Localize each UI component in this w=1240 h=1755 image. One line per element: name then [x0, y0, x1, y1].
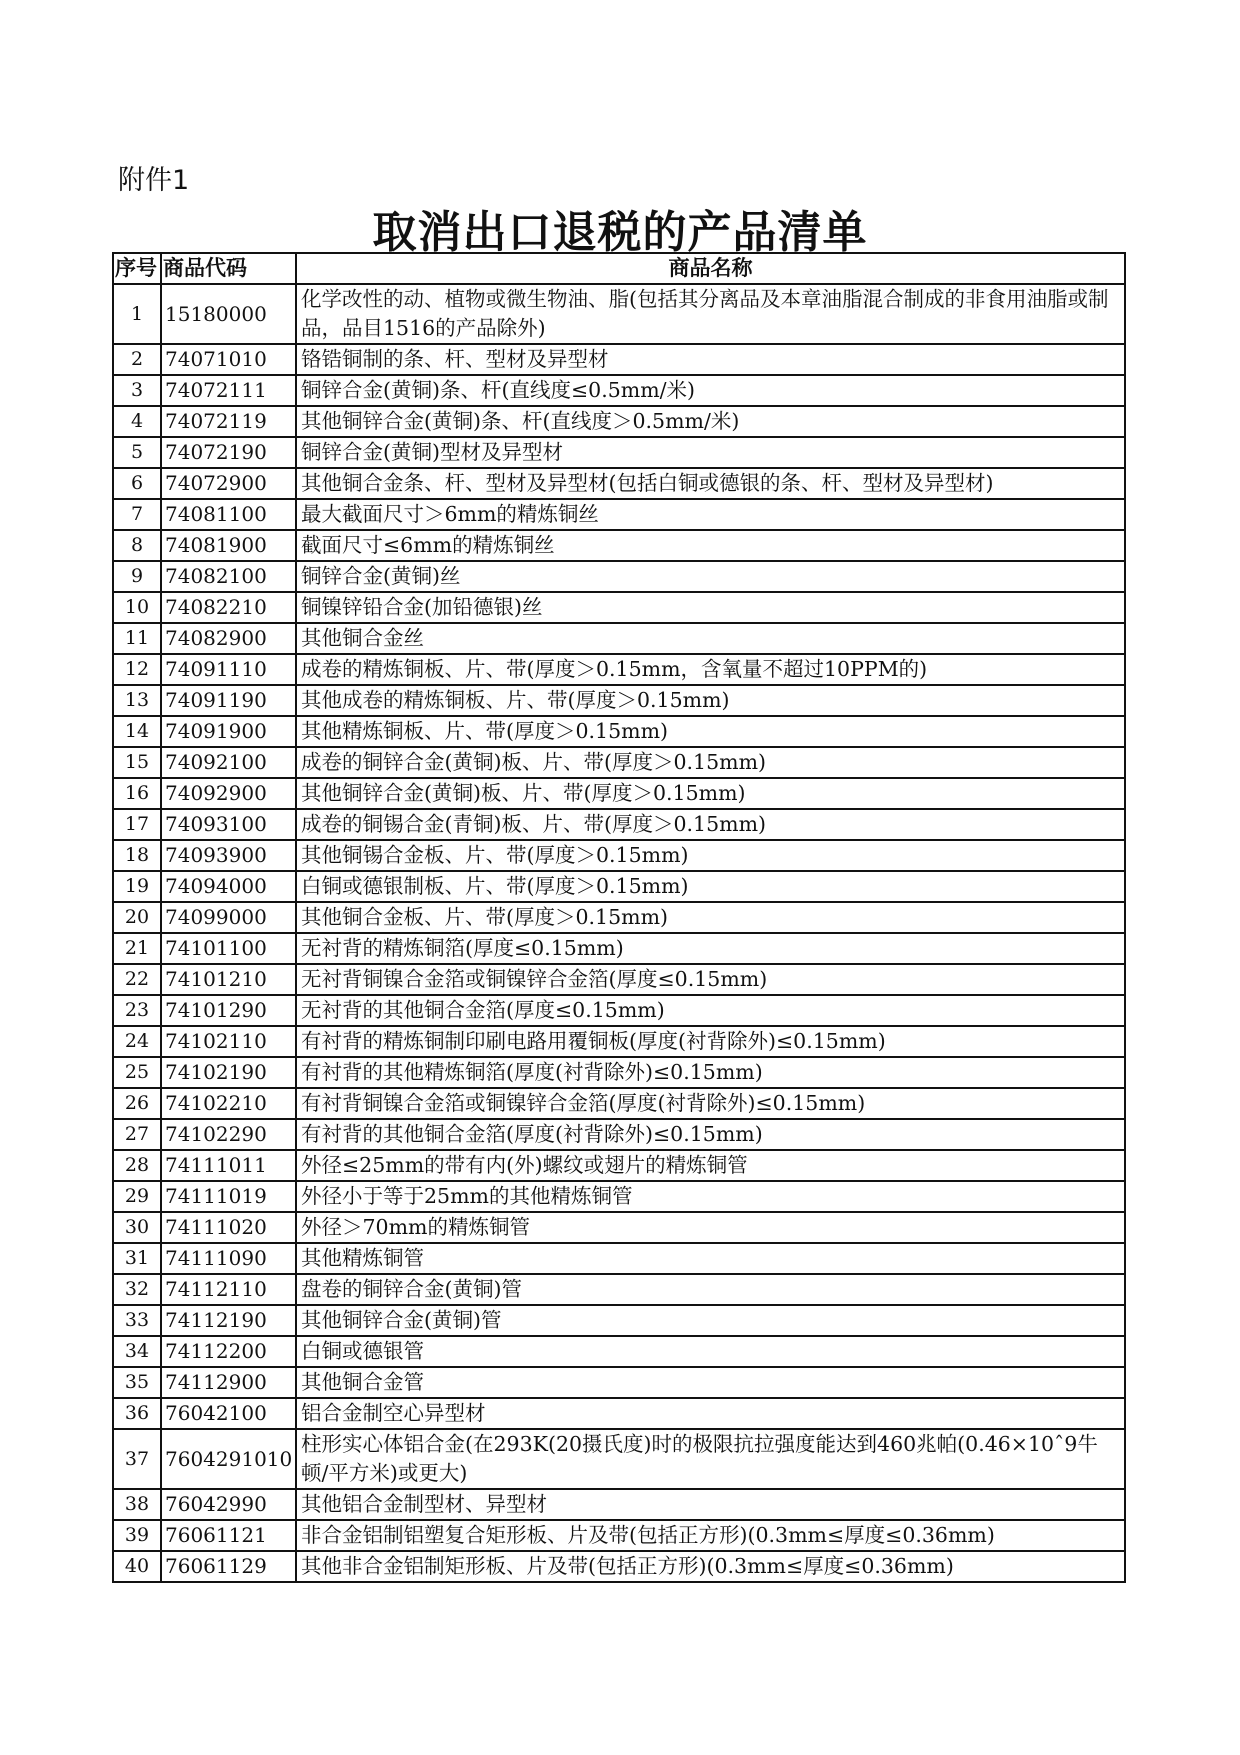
row-seq: 5 [113, 437, 161, 468]
row-name: 其他铜合金管 [296, 1367, 1125, 1398]
row-seq: 36 [113, 1398, 161, 1429]
row-seq: 38 [113, 1489, 161, 1520]
table-row [113, 530, 1125, 561]
row-name: 其他铜锡合金板、片、带(厚度＞0.15mm) [296, 840, 1125, 871]
row-code: 74111019 [161, 1181, 296, 1212]
row-name: 铜锌合金(黄铜)型材及异型材 [296, 437, 1125, 468]
table-header-row [113, 253, 1125, 284]
table-row [113, 1057, 1125, 1088]
row-code: 74111090 [161, 1243, 296, 1274]
row-seq: 2 [113, 344, 161, 375]
row-name: 成卷的精炼铜板、片、带(厚度＞0.15mm，含氧量不超过10PPM的) [296, 654, 1125, 685]
row-code: 76042990 [161, 1489, 296, 1520]
row-name: 铝合金制空心异型材 [296, 1398, 1125, 1429]
row-seq: 23 [113, 995, 161, 1026]
table-row [113, 871, 1125, 902]
header-code: 商品代码 [161, 253, 296, 284]
row-seq: 11 [113, 623, 161, 654]
row-name: 成卷的铜锡合金(青铜)板、片、带(厚度＞0.15mm) [296, 809, 1125, 840]
table-row [113, 654, 1125, 685]
row-name: 柱形实心体铝合金(在293K(20摄氏度)时的极限抗拉强度能达到460兆帕(0.46×10ˆ9牛顿/平方米)或更大) [296, 1429, 1125, 1489]
table-row [113, 685, 1125, 716]
row-seq: 8 [113, 530, 161, 561]
row-name: 其他非合金铝制矩形板、片及带(包括正方形)(0.3mm≤厚度≤0.36mm) [296, 1551, 1125, 1582]
row-name: 其他精炼铜板、片、带(厚度＞0.15mm) [296, 716, 1125, 747]
header-seq: 序号 [113, 253, 161, 284]
row-code: 74101290 [161, 995, 296, 1026]
row-seq: 18 [113, 840, 161, 871]
row-seq: 40 [113, 1551, 161, 1582]
row-name: 非合金铝制铝塑复合矩形板、片及带(包括正方形)(0.3mm≤厚度≤0.36mm) [296, 1520, 1125, 1551]
table-row [113, 1026, 1125, 1057]
table-row [113, 1181, 1125, 1212]
row-code: 74072190 [161, 437, 296, 468]
table-row [113, 809, 1125, 840]
row-seq: 1 [113, 284, 161, 344]
row-name: 铜锌合金(黄铜)丝 [296, 561, 1125, 592]
row-code: 15180000 [161, 284, 296, 344]
row-name: 截面尺寸≤6mm的精炼铜丝 [296, 530, 1125, 561]
row-code: 74091190 [161, 685, 296, 716]
row-name: 外径＞70mm的精炼铜管 [296, 1212, 1125, 1243]
row-seq: 7 [113, 499, 161, 530]
table-row [113, 1212, 1125, 1243]
row-code: 74072119 [161, 406, 296, 437]
row-code: 74092100 [161, 747, 296, 778]
row-seq: 20 [113, 902, 161, 933]
row-code: 74101100 [161, 933, 296, 964]
row-name: 化学改性的动、植物或微生物油、脂(包括其分离品及本章油脂混合制成的非食用油脂或制品，品目1516的产品除外) [296, 284, 1125, 344]
row-code: 74081900 [161, 530, 296, 561]
row-seq: 10 [113, 592, 161, 623]
row-seq: 31 [113, 1243, 161, 1274]
table-row [113, 778, 1125, 809]
row-seq: 12 [113, 654, 161, 685]
row-code: 74111011 [161, 1150, 296, 1181]
table-row [113, 1367, 1125, 1398]
row-seq: 17 [113, 809, 161, 840]
row-seq: 21 [113, 933, 161, 964]
row-name: 铬锆铜制的条、杆、型材及异型材 [296, 344, 1125, 375]
row-code: 74101210 [161, 964, 296, 995]
row-seq: 16 [113, 778, 161, 809]
row-code: 74112110 [161, 1274, 296, 1305]
row-code: 74093900 [161, 840, 296, 871]
row-name: 外径≤25mm的带有内(外)螺纹或翅片的精炼铜管 [296, 1150, 1125, 1181]
row-code: 76061121 [161, 1520, 296, 1551]
product-list-table [112, 252, 1126, 1583]
row-code: 74102190 [161, 1057, 296, 1088]
row-code: 74091900 [161, 716, 296, 747]
row-name: 外径小于等于25mm的其他精炼铜管 [296, 1181, 1125, 1212]
table-row [113, 747, 1125, 778]
table-row [113, 375, 1125, 406]
row-seq: 3 [113, 375, 161, 406]
row-seq: 22 [113, 964, 161, 995]
row-code: 74102290 [161, 1119, 296, 1150]
row-seq: 33 [113, 1305, 161, 1336]
table-row [113, 1150, 1125, 1181]
row-code: 74112190 [161, 1305, 296, 1336]
table-row [113, 1305, 1125, 1336]
row-name: 有衬背的其他精炼铜箔(厚度(衬背除外)≤0.15mm) [296, 1057, 1125, 1088]
row-seq: 27 [113, 1119, 161, 1150]
row-name: 其他精炼铜管 [296, 1243, 1125, 1274]
table-row [113, 284, 1125, 344]
row-code: 74092900 [161, 778, 296, 809]
table-row [113, 1398, 1125, 1429]
row-seq: 32 [113, 1274, 161, 1305]
row-name: 其他铝合金制型材、异型材 [296, 1489, 1125, 1520]
row-code: 74072111 [161, 375, 296, 406]
table-row [113, 1489, 1125, 1520]
row-name: 其他铜合金条、杆、型材及异型材(包括白铜或德银的条、杆、型材及异型材) [296, 468, 1125, 499]
row-code: 74111020 [161, 1212, 296, 1243]
row-seq: 35 [113, 1367, 161, 1398]
row-seq: 9 [113, 561, 161, 592]
row-name: 铜锌合金(黄铜)条、杆(直线度≤0.5mm/米) [296, 375, 1125, 406]
table-row [113, 1551, 1125, 1582]
row-code: 74082210 [161, 592, 296, 623]
row-name: 其他铜锌合金(黄铜)板、片、带(厚度＞0.15mm) [296, 778, 1125, 809]
table-row [113, 592, 1125, 623]
row-name: 白铜或德银制板、片、带(厚度＞0.15mm) [296, 871, 1125, 902]
row-name: 成卷的铜锌合金(黄铜)板、片、带(厚度＞0.15mm) [296, 747, 1125, 778]
table-row [113, 964, 1125, 995]
row-code: 74102110 [161, 1026, 296, 1057]
table-row [113, 499, 1125, 530]
row-code: 7604291010 [161, 1429, 296, 1489]
row-seq: 26 [113, 1088, 161, 1119]
row-code: 74112200 [161, 1336, 296, 1367]
row-seq: 28 [113, 1150, 161, 1181]
row-seq: 30 [113, 1212, 161, 1243]
row-code: 74102210 [161, 1088, 296, 1119]
row-code: 74082900 [161, 623, 296, 654]
table-row [113, 1274, 1125, 1305]
row-code: 74072900 [161, 468, 296, 499]
table-row [113, 623, 1125, 654]
row-code: 74094000 [161, 871, 296, 902]
table-row [113, 1243, 1125, 1274]
table-row [113, 1336, 1125, 1367]
row-code: 74081100 [161, 499, 296, 530]
table-body [113, 284, 1125, 1582]
row-name: 其他铜合金板、片、带(厚度＞0.15mm) [296, 902, 1125, 933]
row-name: 有衬背的精炼铜制印刷电路用覆铜板(厚度(衬背除外)≤0.15mm) [296, 1026, 1125, 1057]
row-seq: 13 [113, 685, 161, 716]
row-name: 无衬背的其他铜合金箔(厚度≤0.15mm) [296, 995, 1125, 1026]
row-name: 盘卷的铜锌合金(黄铜)管 [296, 1274, 1125, 1305]
row-name: 无衬背的精炼铜箔(厚度≤0.15mm) [296, 933, 1125, 964]
row-seq: 19 [113, 871, 161, 902]
table-row [113, 840, 1125, 871]
row-name: 其他铜合金丝 [296, 623, 1125, 654]
table-row [113, 995, 1125, 1026]
row-name: 有衬背的其他铜合金箔(厚度(衬背除外)≤0.15mm) [296, 1119, 1125, 1150]
row-seq: 15 [113, 747, 161, 778]
table-row [113, 1119, 1125, 1150]
row-name: 白铜或德银管 [296, 1336, 1125, 1367]
row-seq: 25 [113, 1057, 161, 1088]
table-row [113, 437, 1125, 468]
row-seq: 4 [113, 406, 161, 437]
table-row [113, 468, 1125, 499]
row-seq: 14 [113, 716, 161, 747]
row-code: 76042100 [161, 1398, 296, 1429]
row-seq: 37 [113, 1429, 161, 1489]
table-row [113, 716, 1125, 747]
table-row [113, 902, 1125, 933]
header-name: 商品名称 [296, 253, 1125, 284]
row-seq: 29 [113, 1181, 161, 1212]
row-code: 74093100 [161, 809, 296, 840]
row-name: 其他铜锌合金(黄铜)条、杆(直线度＞0.5mm/米) [296, 406, 1125, 437]
attachment-label: 附件1 [118, 165, 190, 196]
row-code: 74082100 [161, 561, 296, 592]
row-code: 74091110 [161, 654, 296, 685]
row-name: 其他铜锌合金(黄铜)管 [296, 1305, 1125, 1336]
table-row [113, 1520, 1125, 1551]
row-code: 74099000 [161, 902, 296, 933]
row-seq: 39 [113, 1520, 161, 1551]
table-row [113, 933, 1125, 964]
document-title: 取消出口退税的产品清单 [372, 207, 868, 258]
row-name: 铜镍锌铅合金(加铅德银)丝 [296, 592, 1125, 623]
row-code: 74071010 [161, 344, 296, 375]
table-row [113, 1088, 1125, 1119]
row-seq: 6 [113, 468, 161, 499]
row-seq: 24 [113, 1026, 161, 1057]
row-seq: 34 [113, 1336, 161, 1367]
row-name: 有衬背铜镍合金箔或铜镍锌合金箔(厚度(衬背除外)≤0.15mm) [296, 1088, 1125, 1119]
table-row [113, 344, 1125, 375]
table-row [113, 1429, 1125, 1489]
table-row [113, 561, 1125, 592]
row-code: 74112900 [161, 1367, 296, 1398]
row-name: 其他成卷的精炼铜板、片、带(厚度＞0.15mm) [296, 685, 1125, 716]
table-row [113, 406, 1125, 437]
row-code: 76061129 [161, 1551, 296, 1582]
row-name: 无衬背铜镍合金箔或铜镍锌合金箔(厚度≤0.15mm) [296, 964, 1125, 995]
row-name: 最大截面尺寸＞6mm的精炼铜丝 [296, 499, 1125, 530]
